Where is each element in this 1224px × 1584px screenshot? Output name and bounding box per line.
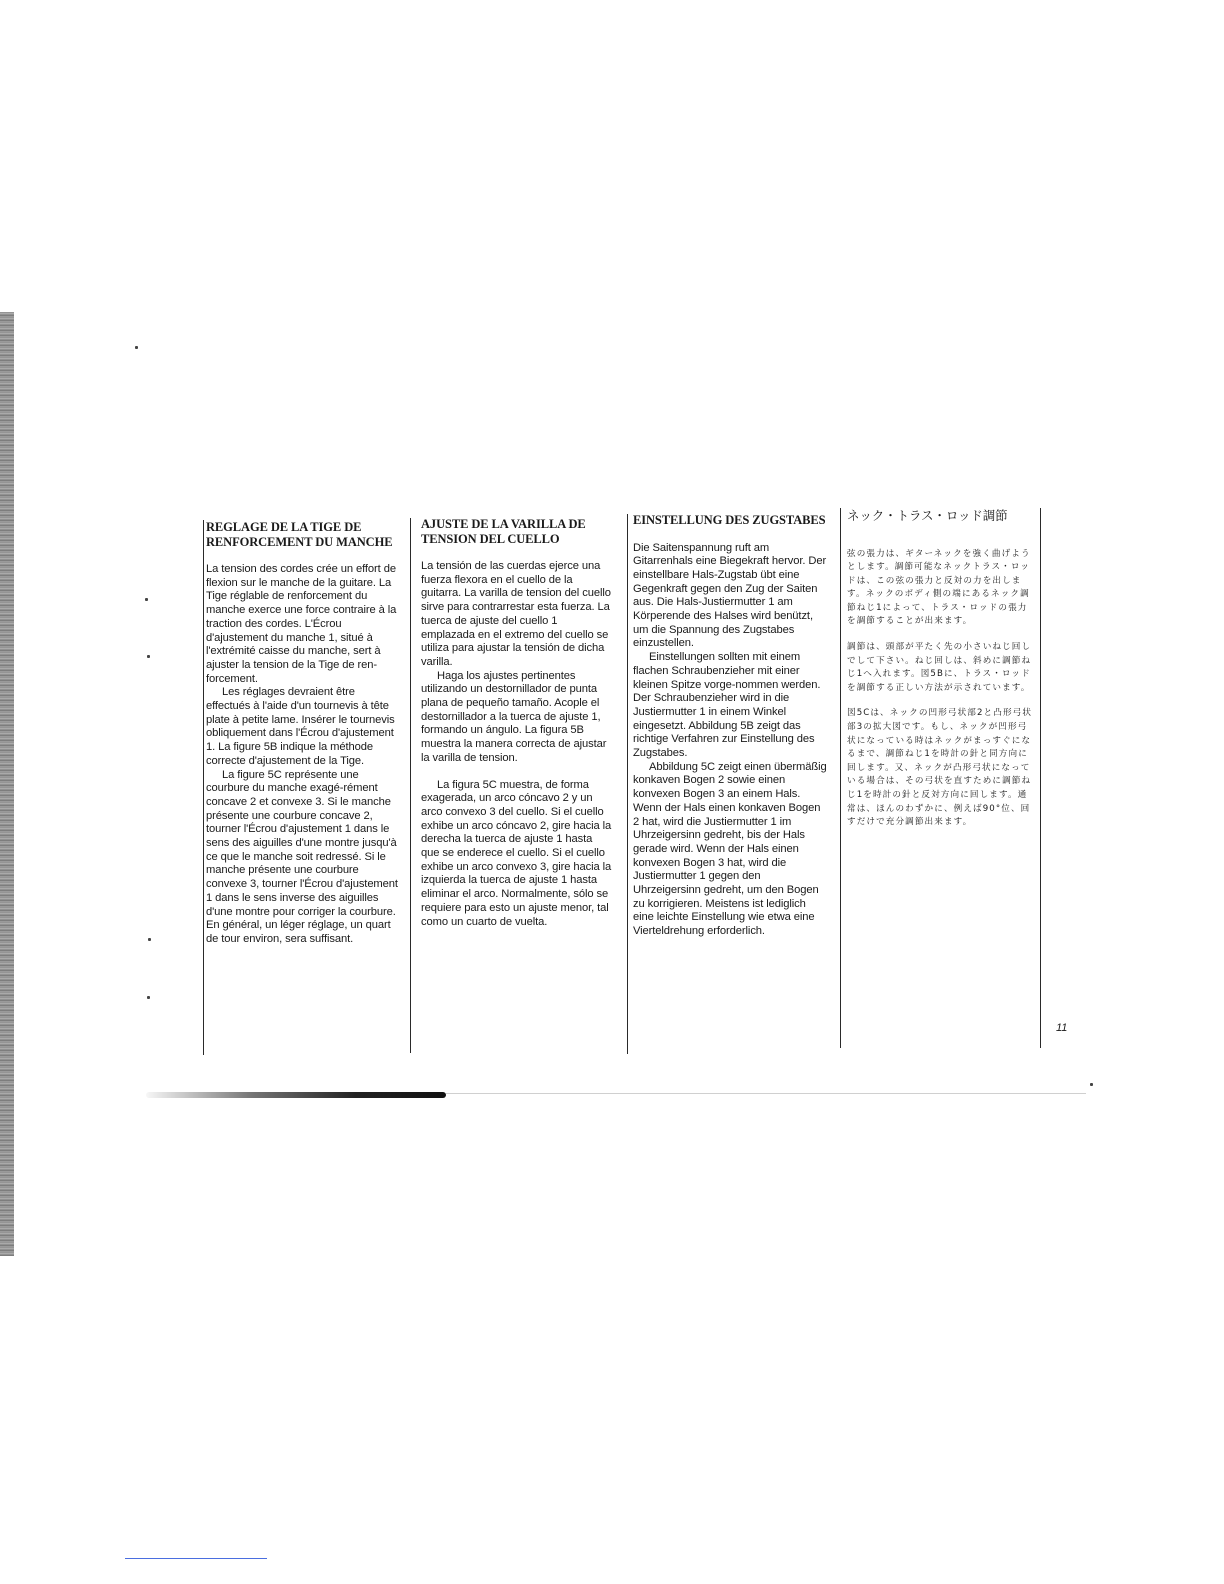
scan-speck (147, 655, 150, 658)
japanese-paragraph: 弦の張力は、ギターネックを強く曲げようとします。調節可能なネックトラス・ロッドは、この弦の張力と反対の力を出します。ネックのボディ側の端にあるネック調節ねじ1によって、トラス・ロッドの張力を調節することが出来ます。 (847, 548, 1031, 627)
scan-faint-line (446, 1093, 1086, 1094)
german-heading: EINSTELLUNG DES ZUGSTABES (633, 513, 826, 527)
french-heading: REGLAGE DE LA TIGE DE RENFORCEMENT DU MANCHE (206, 520, 393, 549)
column-rule (203, 520, 204, 1055)
french-column (206, 520, 398, 947)
japanese-column (847, 509, 1033, 842)
scan-speck (145, 598, 148, 601)
french-paragraph: La figure 5C représente une courbure du manche exagé-rément concave 2 et convexe 3. Si le manche présente une courbure concave 2, tourner l'Écrou d'ajustement 1 dans le sens des aiguilles d'une montre jusqu'à ce que le manche soit redressé. Si le manche présente une courbure convexe 3, tourner l'Écrou d'ajustement 1 dans le sens inverse des aiguilles d'une montre pour corriger la courbure. En général, un léger réglage, un quart de tour environ, sera suffisant. (206, 768, 398, 945)
column-rule (627, 514, 628, 1054)
scan-speck (1090, 1083, 1093, 1086)
column-rule (410, 518, 411, 1053)
scan-edge-artifact (0, 312, 14, 1256)
japanese-paragraph: 調節は、頭部が平たく先の小さいねじ回しでして下さい。ねじ回しは、斜めに調節ねじ1へ入れます。図5Bに、トラス・ロッドを調節する正しい方法が示されています。 (847, 642, 1032, 693)
scan-smear (146, 1092, 446, 1098)
scan-speck (148, 938, 151, 941)
spanish-paragraph: La tensión de las cuerdas ejerce una fuerza flexora en el cuello de la guitarra. La varilla de tension del cuello sirve para contrarrestar esta fuerza. La tuerca de ajuste del cuello 1 emplazada en el extremo del cuello se utiliza para ajustar la tensión de dicha varilla. (421, 560, 611, 668)
column-rule (1040, 508, 1041, 1048)
spanish-paragraph: La figura 5C muestra, de forma exagerada, un arco cóncavo 2 y un arco convexo 3 del cuello. Si el cuello exhibe un arco cóncavo 2, gire hacia la derecha la tuerca de ajuste 1 hasta que se enderece el cuello. Si el cuello exhibe un arco convexo 3, gire hacia la izquierda la tuerca de ajuste 1 hasta eliminar el arco. Normalmente, sólo se requiere para esto un ajuste menor, tal como un cuarto de vuelta. (421, 778, 612, 928)
scan-speck (135, 346, 138, 349)
german-paragraph: Einstellungen sollten mit einem flachen Schraubenzieher mit einer kleinen Spitze vorge-nommen werden. Der Schraubenzieher wird in die Justiermutter 1 in einem Winkel eingesetzt. Abbildung 5B zeigt das richtige Verfahren zur Einstellung des Zugstabes. (633, 651, 821, 760)
japanese-heading: ネック・トラス・ロッド調節 (847, 508, 1008, 523)
spanish-heading: AJUSTE DE LA VARILLA DE TENSION DEL CUELLO (421, 517, 586, 546)
french-paragraph: La tension des cordes crée un effort de flexion sur le manche de la guitare. La Tige réglable de renforcement du manche exerce une force contraire à la traction des cordes. L'Écrou d'ajustement du manche 1, situé à l'extrémité caisse du manche, sert à ajuster la tension de la Tige de ren-forcement. (206, 563, 397, 685)
german-paragraph: Die Saitenspannung ruft am Gitarrenhals eine Biegekraft hervor. Der einstellbare Hals-Zugstab übt eine Gegenkraft gegen den Zug der Saiten aus. Die Hals-Justiermutter 1 am Körperende des Halses wird benützt, um die Spannung des Zugstabes einzustellen. (633, 541, 827, 650)
japanese-paragraph: 図5Cは、ネックの凹形弓状部2と凸形弓状部3の拡大図です。もし、ネックが凹形弓状になっている時はネックがまっすぐになるまで、調節ねじ1を時計の針と同方向に回します。又、ネックが凸形弓状になっている場合は、その弓状を直すために調節ねじ1を時計の針と反対方向に回します。通常は、ほんのわずかに、例えば90°位、回すだけで充分調節出来ます。 (847, 708, 1033, 828)
spanish-column (421, 517, 613, 929)
scan-speck (147, 996, 150, 999)
column-rule (840, 508, 841, 1048)
spanish-paragraph: Haga los ajustes pertinentes utilizando un destornillador de punta plana de pequeño tamaño. Acople el destornillador a la tuerca de ajuste 1, formando un ángulo. La figura 5B muestra la manera correcta de ajustar la varilla de tension. (421, 669, 607, 764)
footer-rule (125, 1558, 267, 1559)
page-number: 11 (1056, 1022, 1068, 1034)
german-column (633, 513, 828, 939)
french-paragraph: Les réglages devraient être effectués à l'aide d'un tournevis à tête plate à petite lame. Insérer le tournevis obliquement dans l'Écrou d'ajustement 1. La figure 5B indique la méthode correcte d'ajustement de la Tige. (206, 686, 395, 767)
german-paragraph: Abbildung 5C zeigt einen übermäßig konkaven Bogen 2 sowie einen konvexen Bogen 3 an einem Hals. Wenn der Hals einen konkaven Bogen 2 hat, wird die Justiermutter 1 im Uhrzeigersinn gedreht, bis der Hals gerade wird. Wenn der Hals einen konvexen Bogen 3 hat, wird die Justiermutter 1 gegen den Uhrzeigersinn gedreht, um den Bogen zu korrigieren. Meistens ist lediglich eine leichte Einstellung wie etwa eine Vierteldrehung erforderlich. (633, 760, 827, 938)
